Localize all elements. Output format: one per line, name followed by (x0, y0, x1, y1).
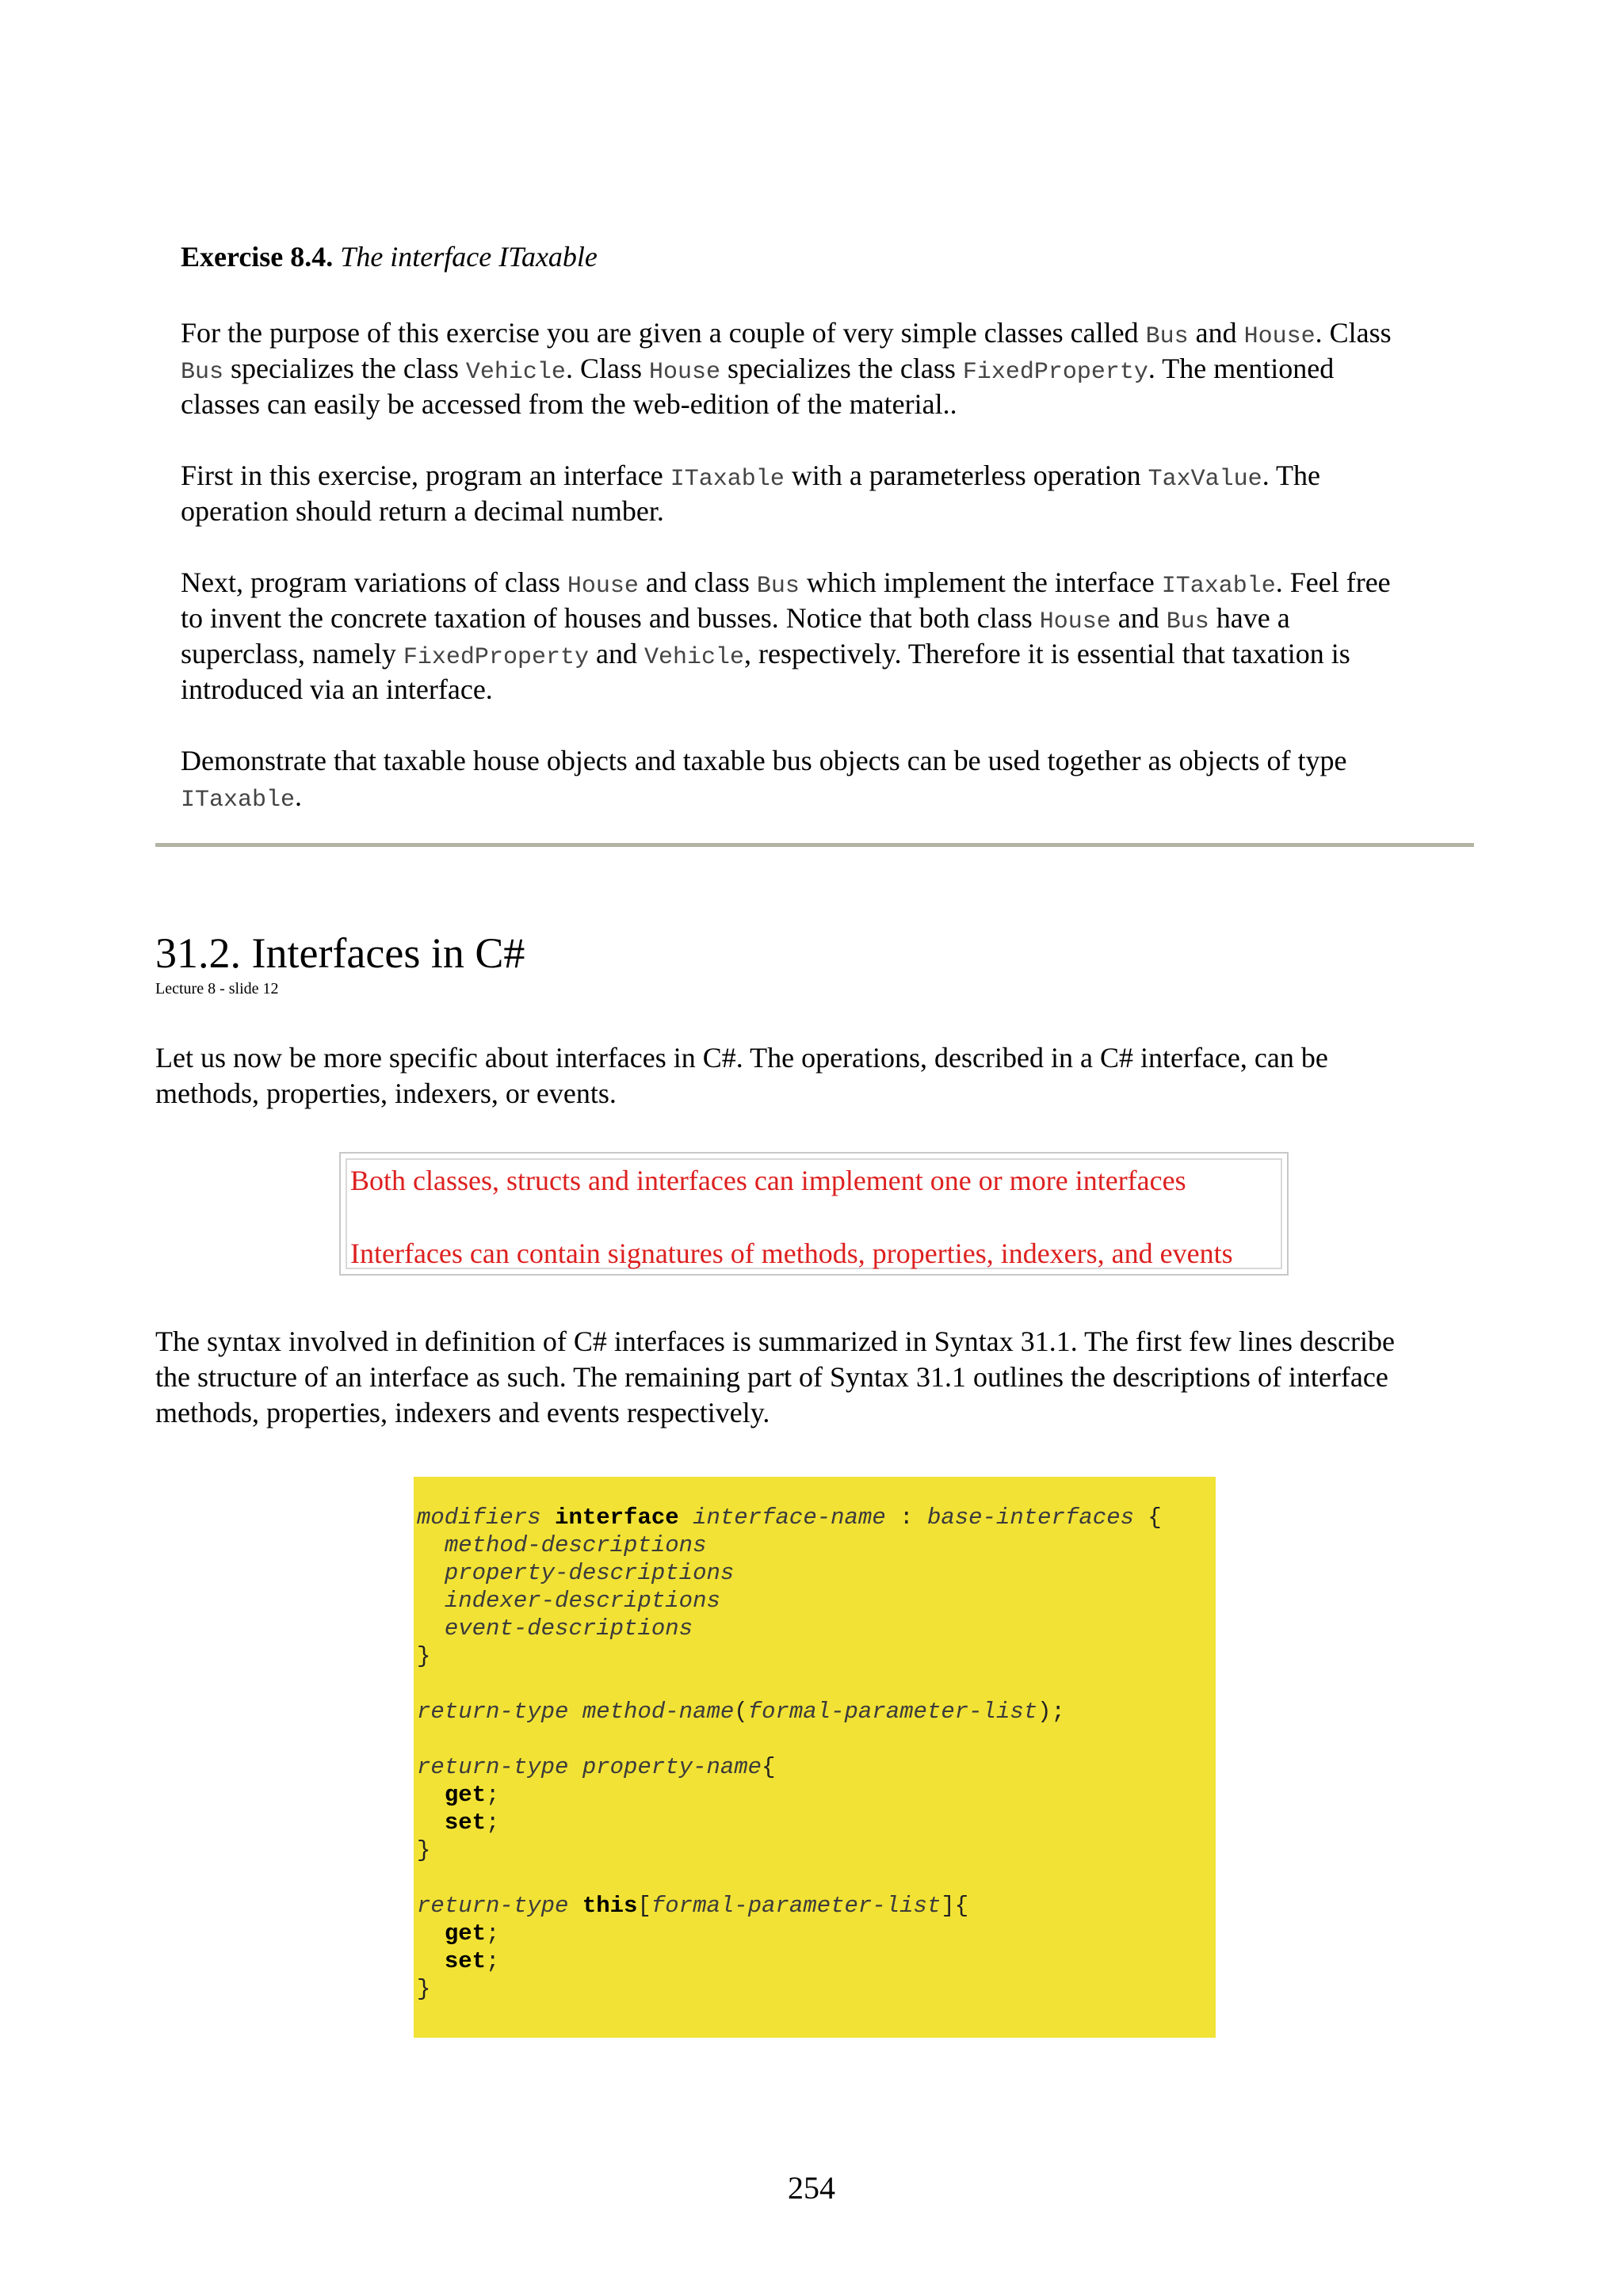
text-run: . The mentioned (1148, 353, 1335, 384)
code-keyword: this (582, 1893, 638, 1919)
exercise-paragraph-4-line-1: Demonstrate that taxable house objects and taxable bus objects can be used together as objects of type (181, 745, 1347, 776)
code-itaxable: ITaxable (181, 787, 296, 814)
code-token: return-type (417, 1699, 569, 1725)
code-token: } (417, 1976, 431, 2002)
exercise-paragraph-3-line-4: introduced via an interface. (181, 673, 493, 705)
code-itaxable: ITaxable (670, 466, 785, 493)
code-token: modifiers (417, 1505, 541, 1531)
code-vehicle: Vehicle (465, 359, 566, 386)
section-subheading: Lecture 8 - slide 12 (155, 980, 279, 997)
exercise-paragraph-3-line-1 (181, 565, 1391, 605)
code-fixedproperty: FixedProperty (962, 359, 1148, 386)
code-token: ); (1037, 1699, 1065, 1725)
code-token: { (762, 1754, 776, 1780)
code-token: } (417, 1643, 431, 1669)
exercise-paragraph-3-line-3 (181, 636, 1350, 676)
text-run: which implement the interface (799, 566, 1162, 598)
text-run: and (588, 638, 644, 669)
page-number: 254 (788, 2170, 835, 2206)
code-line-6 (417, 1642, 430, 1670)
code-line-12 (417, 1892, 968, 1920)
section-intro-line-2: methods, properties, indexers, or events. (155, 1077, 617, 1109)
code-keyword: set (444, 1810, 487, 1836)
section-intro-line-1: Let us now be more specific about interfaces in C#. The operations, described in a C# interface, can be (155, 1042, 1328, 1074)
text-run: specializes the class (720, 353, 963, 384)
text-run: with a parameterless operation (784, 460, 1148, 491)
code-token: method-name (582, 1699, 735, 1725)
code-token: ]{ (941, 1893, 969, 1919)
text-run: . Class (1315, 317, 1392, 349)
exercise-paragraph-2-line-1 (181, 458, 1320, 498)
text-run: and (1110, 602, 1167, 634)
text-run: have a (1209, 602, 1290, 634)
code-keyword: get (444, 1920, 487, 1947)
code-house: House (567, 573, 639, 600)
code-keyword: get (444, 1782, 487, 1808)
code-line-13 (417, 1920, 499, 1947)
code-line-11 (417, 1836, 430, 1864)
code-vehicle: Vehicle (643, 644, 744, 671)
code-bus: Bus (1166, 608, 1209, 635)
code-token: { (1148, 1505, 1162, 1531)
code-token: : (899, 1505, 914, 1531)
exercise-paragraph-2-line-2: operation should return a decimal number. (181, 495, 664, 527)
code-token: ; (486, 1948, 500, 1974)
exercise-paragraph-1-line-2 (181, 351, 1334, 391)
code-line-7 (417, 1698, 1065, 1726)
syntax-paragraph-line-2: the structure of an interface as such. The remaining part of Syntax 31.1 outlines the descriptions of interface (155, 1361, 1388, 1393)
code-token: indexer-descriptions (444, 1588, 720, 1614)
code-line-14 (417, 1947, 499, 1975)
exercise-paragraph-4-line-2 (181, 779, 302, 818)
code-token: ; (486, 1810, 500, 1836)
code-taxvalue: TaxValue (1148, 466, 1262, 493)
code-house: House (648, 359, 720, 386)
text-run: and (1188, 317, 1244, 349)
code-token: base-interfaces (926, 1505, 1134, 1531)
code-token: interface-name (693, 1505, 886, 1531)
code-token: [ (637, 1893, 651, 1919)
text-run: to invent the concrete taxation of houses and busses. Notice that both class (181, 602, 1040, 634)
highlight-line-2: Interfaces can contain signatures of methods, properties, indexers, and events (350, 1238, 1233, 1269)
syntax-paragraph-line-1: The syntax involved in definition of C# interfaces is summarized in Syntax 31.1. The first few lines describe (155, 1325, 1395, 1357)
exercise-heading (181, 239, 598, 275)
text-run: . Feel free (1275, 566, 1391, 598)
code-token: ; (486, 1920, 500, 1947)
code-line-8 (417, 1753, 776, 1781)
code-line-1 (417, 1504, 1162, 1531)
code-house: House (1039, 608, 1111, 635)
section-divider (155, 843, 1474, 847)
exercise-paragraph-1-line-3: classes can easily be accessed from the web-edition of the material.. (181, 388, 957, 420)
text-run: , respectively. Therefore it is essential that taxation is (743, 638, 1350, 669)
code-token: return-type (417, 1754, 569, 1780)
exercise-title: The interface ITaxable (340, 241, 598, 273)
section-heading: 31.2. Interfaces in C# (155, 929, 525, 977)
code-house: House (1243, 323, 1316, 350)
exercise-paragraph-1-line-1 (181, 315, 1392, 355)
text-run: Next, program variations of class (181, 566, 567, 598)
highlight-line-1: Both classes, structs and interfaces can implement one or more interfaces (350, 1165, 1186, 1196)
code-line-4 (417, 1587, 720, 1615)
text-run: superclass, namely (181, 638, 403, 669)
code-token: event-descriptions (444, 1615, 693, 1642)
code-bus: Bus (181, 359, 224, 386)
code-token: ( (734, 1699, 748, 1725)
code-token: formal-parameter-list (747, 1699, 1038, 1725)
code-token: property-name (582, 1754, 762, 1780)
code-line-15 (417, 1975, 430, 2003)
code-line-3 (417, 1559, 734, 1587)
text-run: specializes the class (223, 353, 466, 384)
exercise-label: Exercise 8.4. (181, 241, 334, 273)
code-token: property-descriptions (444, 1560, 735, 1586)
code-bus: Bus (756, 573, 800, 600)
text-run: . The (1262, 460, 1321, 491)
text-run: For the purpose of this exercise you are given a couple of very simple classes called (181, 317, 1146, 349)
text-run: . (295, 780, 303, 812)
exercise-paragraph-3-line-2 (181, 601, 1290, 640)
code-token: } (417, 1837, 431, 1863)
code-keyword: interface (555, 1505, 679, 1531)
code-token: method-descriptions (444, 1532, 707, 1558)
code-keyword: set (444, 1948, 487, 1974)
code-token: formal-parameter-list (651, 1893, 941, 1919)
code-token: ; (486, 1782, 500, 1808)
code-fixedproperty: FixedProperty (403, 644, 589, 671)
text-run: . Class (565, 353, 649, 384)
code-line-2 (417, 1531, 706, 1559)
text-run: and class (638, 566, 757, 598)
code-bus: Bus (1145, 323, 1189, 350)
code-itaxable: ITaxable (1161, 573, 1276, 600)
code-line-9 (417, 1781, 499, 1809)
syntax-paragraph-line-3: methods, properties, indexers and events respectively. (155, 1397, 770, 1428)
text-run: First in this exercise, program an interface (181, 460, 670, 491)
code-line-10 (417, 1809, 499, 1836)
code-line-5 (417, 1615, 693, 1642)
code-token: return-type (417, 1893, 569, 1919)
